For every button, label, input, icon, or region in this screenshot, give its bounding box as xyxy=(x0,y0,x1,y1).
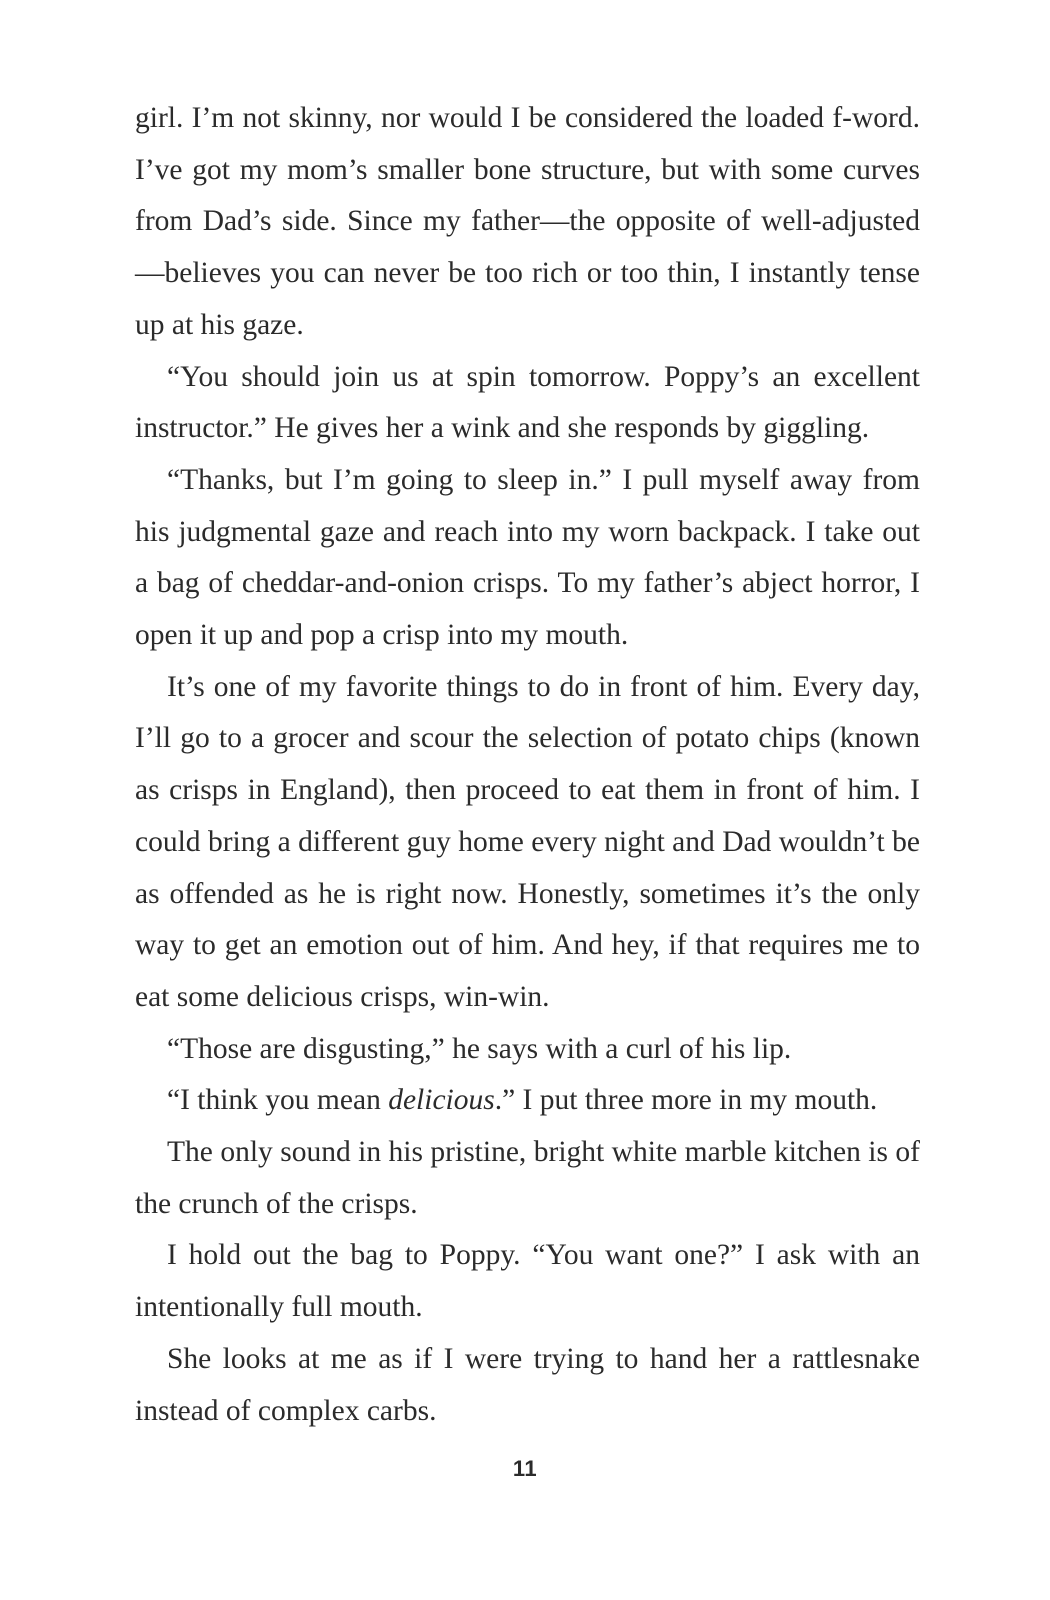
paragraph xyxy=(135,1230,920,1333)
page-number: 11 xyxy=(512,1456,538,1481)
paragraph xyxy=(135,93,920,352)
italic-text: delicious xyxy=(388,1084,495,1117)
paragraph xyxy=(135,662,920,1024)
text-segment: It’s one of my favorite things to do in front of him. Every day, I’ll go to a grocer and scour the selection of potato chips (known as crisps in England), then proceed to eat them in front of him. I could bring a different guy home every night and Dad wouldn’t be as offended as he is right now. Honestly, sometimes it’s the only way to get an emotion out of him. And hey, if that requires me to eat some delicious crisps, win-win. xyxy=(135,670,920,1013)
text-segment: The only sound in his pristine, bright white marble kitchen is of the crunch of the crisps. xyxy=(135,1136,920,1220)
paragraph xyxy=(135,352,920,455)
paragraph xyxy=(135,1024,920,1076)
text-segment: “I think you mean xyxy=(167,1084,389,1117)
text-segment: .” I put three more in my mouth. xyxy=(494,1084,878,1117)
text-segment: “Thanks, but I’m going to sleep in.” I pull myself away from his judgmental gaze and reach into my worn backpack. I take out a bag of cheddar-and-onion crisps. To my father’s abject horror, I open it up and pop a crisp into my mouth. xyxy=(135,463,920,652)
text-segment: I hold out the bag to Poppy. “You want one?” I ask with an intentionally full mouth. xyxy=(135,1239,920,1324)
text-segment: “You should join us at spin tomorrow. Poppy’s an excellent instructor.” He gives her a wink and she responds by giggling. xyxy=(135,360,920,445)
paragraph xyxy=(135,1334,920,1437)
paragraph xyxy=(135,1075,920,1127)
paragraph xyxy=(135,1127,920,1230)
paragraph xyxy=(135,455,920,662)
text-segment: girl. I’m not skinny, nor would I be considered the loaded f-word. I’ve got my mom’s smaller bone structure, but with some curves from Dad’s side. Since my father—the opposite of well-adjusted—believes you can never be too rich or too thin, I instantly tense up at his gaze. xyxy=(135,102,920,341)
text-segment: She looks at me as if I were trying to hand her a rattlesnake instead of complex carbs. xyxy=(135,1342,920,1427)
text-segment: “Those are disgusting,” he says with a curl of his lip. xyxy=(167,1032,792,1065)
body-text xyxy=(135,93,920,1437)
